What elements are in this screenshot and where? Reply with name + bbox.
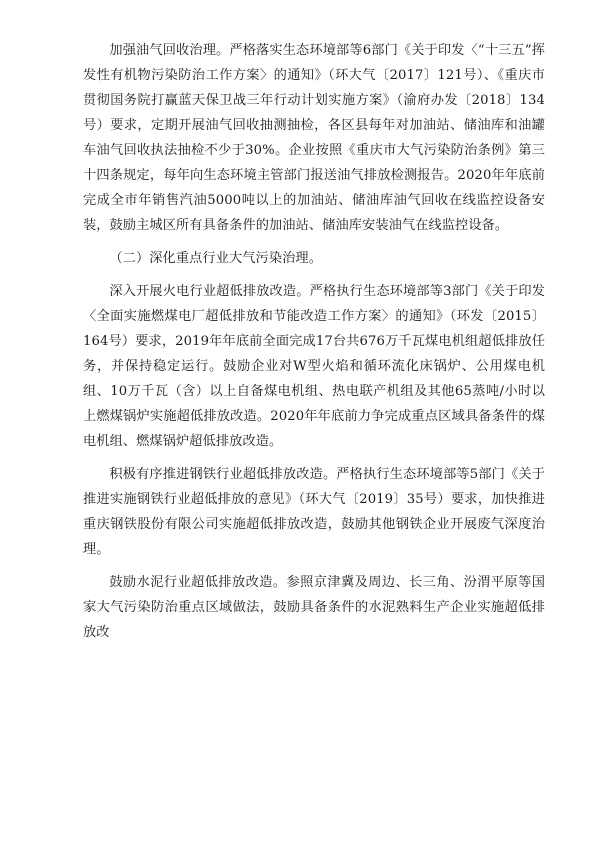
paragraph-thermal-power: 深入开展火电行业超低排放改造。严格执行生态环境部等3部门《关于印发〈全面实施燃煤电厂超低排放和节能改造工作方案〉的通知》（环发〔2015〕164号）要求，2019年年底前全面完成17台共676万千瓦煤电机组超低排放任务，并保持稳定运行。鼓励企业对W型火焰和循环流化床锅炉、公用煤电机组、10万千瓦（含）以上自备煤电机组、热电联产机组及其他65蒸吨/小时以上燃煤锅炉实施超低排放改造。2020年年底前力争完成重点区域具备条件的煤电机组、燃煤锅炉超低排放改造。 — [83, 284, 545, 449]
document-page — [83, 38, 545, 645]
section-heading-key-industries: （二）深化重点行业大气污染治理。 — [109, 251, 322, 266]
paragraph-cement-industry: 鼓励水泥行业超低排放改造。参照京津冀及周边、长三角、汾渭平原等国家大气污染防治重点区域做法，鼓励具备条件的水泥熟料生产企业实施超低排放改 — [83, 575, 545, 640]
paragraph-oil-gas-recovery: 加强油气回收治理。严格落实生态环境部等6部门《关于印发〈“十三五”挥发性有机物污染防治工作方案〉的通知》（环大气〔2017〕121号）、《重庆市贯彻国务院打赢蓝天保卫战三年行动计划实施方案》（渝府办发〔2018〕134号）要求，定期开展油气回收抽测抽检，各区县每年对加油站、储油库和油罐车油气回收执法抽检不少于30%。企业按照《重庆市大气污染防治条例》第三十四条规定，每年向生态环境主管部门报送油气排放检测报告。2020年年底前完成全市年销售汽油5000吨以上的加油站、储油库油气回收在线监控设备安装，鼓励主城区所有具备条件的加油站、储油库安装油气在线监控设备。 — [83, 43, 545, 233]
paragraph-steel-industry: 积极有序推进钢铁行业超低排放改造。严格执行生态环境部等5部门《关于推进实施钢铁行业超低排放的意见》（环大气〔2019〕35号）要求，加快推进重庆钢铁股份有限公司实施超低排放改造，鼓励其他钢铁企业开展废气深度治理。 — [83, 467, 545, 557]
